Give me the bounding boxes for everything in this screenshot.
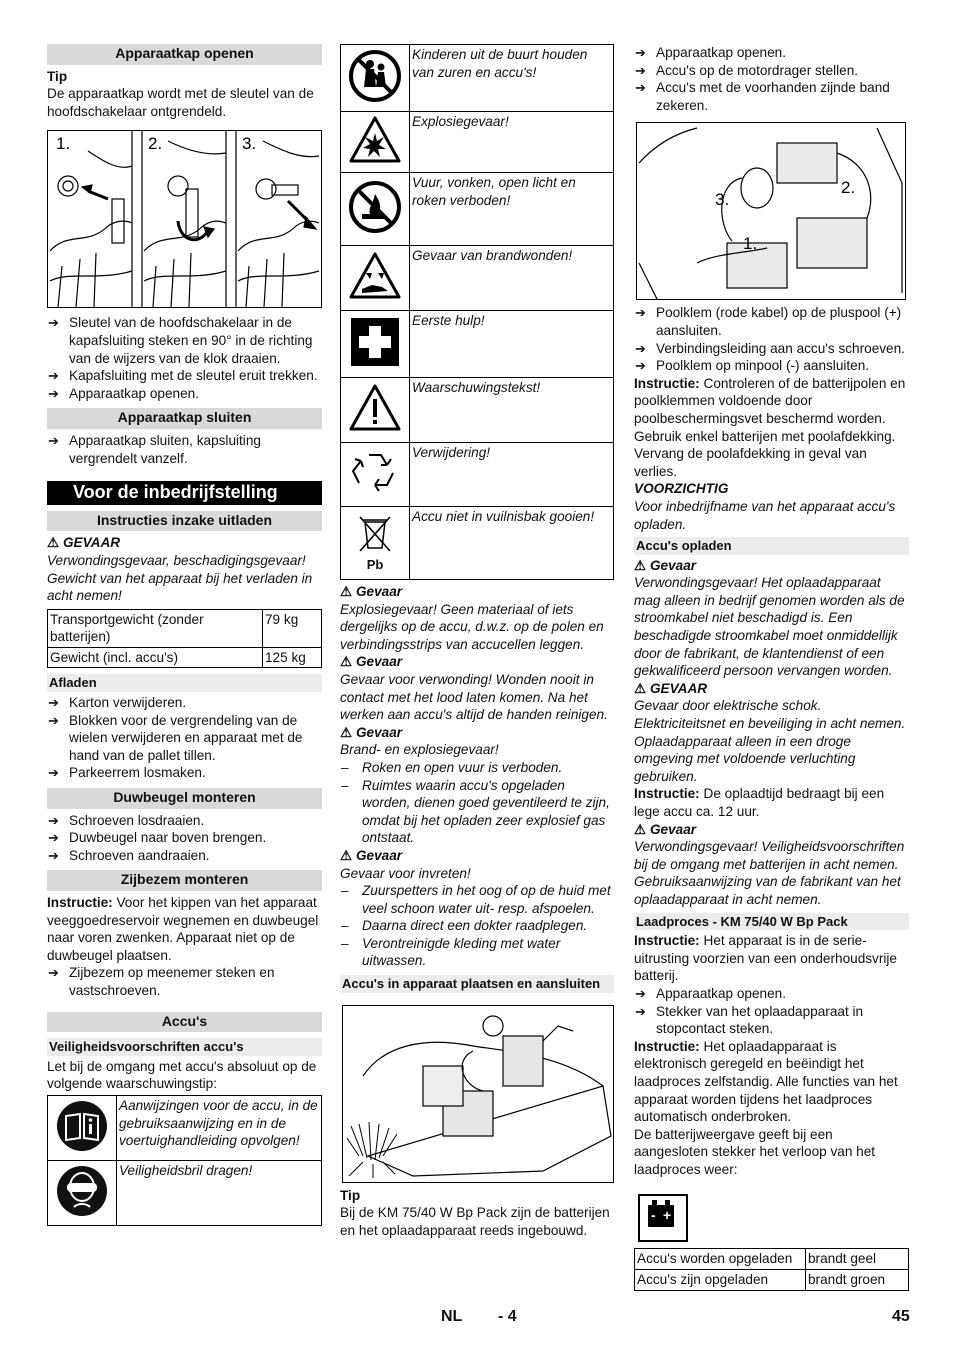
tip-label: Tip <box>47 68 68 84</box>
column-2 <box>340 44 614 1239</box>
tip-text: De apparaatkap wordt met de sleutel van de hoofdschakelaar ontgrendeld. <box>47 86 314 119</box>
step-item: ➔ Apparaatkap openen. <box>48 385 200 401</box>
hood-unlock-illustration <box>48 131 321 307</box>
step-item: ➔ Parkeerrem losmaken. <box>48 765 206 781</box>
heading-accus: Accu's <box>47 1012 322 1033</box>
table-row: Veiligheidsbril dragen! <box>48 1160 322 1225</box>
step-item: ➔ Verbindingsleiding aan accu's schroeven. <box>635 340 905 356</box>
safety-goggles-icon <box>48 1160 117 1225</box>
battery-minus-label: - <box>651 1207 656 1224</box>
danger-label: ⚠ Gevaar <box>340 724 403 740</box>
arrow-right-icon: ➔ <box>635 80 646 96</box>
table-row: Accu's zijn opgeladen brandt groen <box>635 1270 909 1291</box>
danger-text: Verwondingsgevaar! Het oplaadapparaat mag alleen in bedrijf genomen worden als de stroomkabel niet beschadigd is. Een beschadigde stroomkabel moet onmiddellijk door de fabrikant, de klantendienst of een gekwalificeerd persoon vervangen worden. <box>634 575 905 679</box>
heading-apparaatkap-openen: Apparaatkap openen <box>47 44 322 65</box>
charge-status-table <box>634 1248 909 1290</box>
warning-triangle-icon: ⚠ <box>47 535 60 551</box>
instruction-paragraph: Instructie: Het oplaadapparaat is elektronisch geregeld en beëindigt het laadproces zelfstandig. Alle functies van het apparaat worden tijdens het laadproces automatisch onderbroken. <box>634 1038 898 1125</box>
step-item: ➔ Poolklem (rode kabel) op de pluspool (+) aansluiten. <box>635 305 902 338</box>
danger-text: Gewicht van het apparaat bij het verladen in acht nemen! <box>47 570 313 604</box>
heading-laadproces: Laadproces - KM 75/40 W Bp Pack <box>634 913 909 931</box>
arrow-right-icon: ➔ <box>635 358 646 374</box>
danger-label: ⚠ GEVAAR <box>634 680 708 696</box>
table-row: Aanwijzingen voor de accu, in de gebruiksaanwijzing en in de voertuighandleiding opvolgen! <box>48 1095 322 1160</box>
fig-num-3: 3. <box>715 190 730 210</box>
first-aid-icon <box>341 311 410 378</box>
caution-text: Voor inbedrijfname van het apparaat accu's opladen. <box>634 498 896 532</box>
arrow-right-icon: ➔ <box>635 985 646 1001</box>
warning-triangle-icon: ⚠ <box>634 821 647 837</box>
arrow-right-icon: ➔ <box>48 765 59 781</box>
heading-duwbeugel: Duwbeugel monteren <box>47 788 322 809</box>
danger-text: Verwondingsgevaar, beschadigingsgevaar! <box>47 552 306 568</box>
list-item: – Zuurspetters in het oog of op de huid met veel schoon water uit- resp. afspoelen. <box>341 883 611 916</box>
danger-label: ⚠ Gevaar <box>634 821 697 837</box>
step-item: ➔ Accu's met de voorhanden zijnde band zekeren. <box>635 80 890 113</box>
tip-label: Tip <box>340 1187 361 1203</box>
arrow-right-icon: ➔ <box>635 340 646 356</box>
fig-num-1: 1. <box>56 134 71 154</box>
safety-intro-text: Let bij de omgang met accu's absoluut op de volgende waarschuwingstip: <box>47 1058 317 1092</box>
instruction-paragraph: Instructie: Controleren of de batterijpolen en poolklemmen voldoende door poolbeschermingsvet beschermd worden. <box>634 375 906 426</box>
arrow-right-icon: ➔ <box>48 385 59 401</box>
table-row: Vuur, vonken, open licht en roken verboden! <box>341 173 614 246</box>
warning-triangle-icon: ⚠ <box>340 724 353 740</box>
paragraph: De batterijweergave geeft bij een aangesloten stekker het verloop van het laadproces weer: <box>634 1126 876 1177</box>
warning-triangle-icon: ⚠ <box>340 654 353 670</box>
arrow-right-icon: ➔ <box>48 965 59 981</box>
step-item: ➔ Duwbeugel naar boven brengen. <box>48 830 267 846</box>
arrow-right-icon: ➔ <box>48 712 59 728</box>
heading-veiligheidsvoorschriften: Veiligheidsvoorschriften accu's <box>47 1038 322 1056</box>
arrow-right-icon: ➔ <box>48 695 59 711</box>
table-row: Gevaar van brandwonden! <box>341 246 614 311</box>
instruction-paragraph: Instructie: Het apparaat is in de serie-uitrusting voorzien van een onderhoudsvrije batterij. <box>634 933 897 984</box>
battery-wiring-illustration <box>637 123 905 299</box>
heading-instructies-uitladen: Instructies inzake uitladen <box>47 511 322 532</box>
keep-children-away-icon <box>341 45 410 112</box>
fig-num-1: 1. <box>743 234 758 254</box>
warning-exclamation-icon <box>341 378 410 443</box>
arrow-right-icon: ➔ <box>48 368 59 384</box>
caution-label: VOORZICHTIG <box>634 481 729 497</box>
table-row: Waarschuwingstekst! <box>341 378 614 443</box>
table-row: Eerste hulp! <box>341 311 614 378</box>
recycling-icon <box>341 443 410 507</box>
explosion-hazard-icon <box>341 112 410 173</box>
list-item: – Verontreinigde kleding met water uitwassen. <box>341 935 561 969</box>
arrow-right-icon: ➔ <box>48 847 59 863</box>
danger-label: ⚠ Gevaar <box>340 584 403 599</box>
no-open-flame-icon <box>341 173 410 246</box>
heading-accus-opladen: Accu's opladen <box>634 537 909 555</box>
footer-language: NL <box>441 1308 463 1325</box>
danger-label: ⚠ Gevaar <box>340 654 403 670</box>
danger-text: Brand- en explosiegevaar! <box>340 742 499 758</box>
danger-label: ⚠ Gevaar <box>340 847 403 863</box>
warning-triangle-icon: ⚠ <box>634 680 647 696</box>
step-item: ➔ Apparaatkap openen. <box>635 985 787 1001</box>
arrow-right-icon: ➔ <box>635 1003 646 1019</box>
step-item: ➔ Zijbezem op meenemer steken en vastschroeven. <box>48 965 275 998</box>
arrow-right-icon: ➔ <box>48 812 59 828</box>
table-row: Kinderen uit de buurt houden van zuren en accu's! <box>341 45 614 112</box>
step-item: ➔ Karton verwijderen. <box>48 695 187 711</box>
machine-battery-illustration <box>343 1006 613 1182</box>
warning-triangle-icon: ⚠ <box>634 557 647 573</box>
step-item: ➔ Poolklem op minpool (-) aansluiten. <box>635 358 870 374</box>
footer-page-part: - 4 <box>498 1308 517 1325</box>
step-item: ➔ Accu's op de motordrager stellen. <box>635 62 859 78</box>
battery-install-figure <box>342 1005 614 1183</box>
danger-text: Gevaar door elektrische schok. Elektriciteitsnet en beveiliging in acht nemen. Oplaadapparaat alleen in een droge omgeving met voldoende verluchting gebruiken. <box>634 698 906 784</box>
step-item: ➔ Sleutel van de hoofdschakelaar in de kapafsluiting steken en 90° in de richting van de wijzers van de klok draaien. <box>48 315 313 366</box>
arrow-right-icon: ➔ <box>635 305 646 321</box>
weight-table <box>47 609 322 669</box>
instruction-paragraph: Instructie: Voor het kippen van het apparaat veeggoedreservoir wegnemen en duwbeugel naar voren zwenken. Apparaat niet op de duwbeugel plaatsen. <box>47 895 319 963</box>
fig-num-2: 2. <box>841 178 856 198</box>
battery-plus-label: + <box>663 1207 672 1224</box>
list-item: – Daarna direct een dokter raadplegen. <box>341 918 588 934</box>
table-row: Verwijdering! <box>341 443 614 507</box>
tip-text: Bij de KM 75/40 W Bp Pack zijn de batterijen en het oplaadapparaat reeds ingebouwd. <box>340 1205 610 1238</box>
paragraph: Gebruik enkel batterijen met poolafdekking. Vervang de poolafdekking in geval van verlies. <box>634 428 896 479</box>
list-item: – Ruimtes waarin accu's opgeladen worden, dienen goed geventileerd te zijn, omdat bij het opladen zeer explosief gas ontstaat. <box>341 777 610 846</box>
danger-text: Verwondingsgevaar! Veiligheidsvoorschriften bij de omgang met batterijen in acht nemen. Gebruiksaanwijzing van de fabrikant van het oplaadapparaat in acht nemen. <box>634 839 905 907</box>
battery-indicator-icon <box>638 1194 688 1242</box>
step-item: ➔ Apparaatkap openen. <box>635 45 787 60</box>
crossed-bin-pb-icon <box>341 507 410 580</box>
table-row: Pb Accu niet in vuilnisbak gooien! <box>341 507 614 580</box>
heading-accus-plaatsen: Accu's in apparaat plaatsen en aansluiten <box>340 975 614 993</box>
step-item: ➔ Stekker van het oplaadapparaat in stopcontact steken. <box>635 1003 864 1037</box>
instruction-paragraph: Instructie: De oplaadtijd bedraagt bij een lege accu ca. 12 uur. <box>634 786 885 819</box>
hood-unlock-figure <box>47 130 322 308</box>
arrow-right-icon: ➔ <box>48 432 59 448</box>
heading-afladen: Afladen <box>47 674 322 692</box>
chapter-title: Voor de inbedrijfstelling <box>47 481 322 505</box>
pb-label: Pb <box>366 557 384 573</box>
step-item: ➔ Kapafsluiting met de sleutel eruit trekken. <box>48 368 318 384</box>
arrow-right-icon: ➔ <box>635 62 646 78</box>
danger-label: ⚠ GEVAAR <box>47 535 121 551</box>
danger-text: Explosiegevaar! Geen materiaal of iets dergelijks op de accu, d.w.z. op de polen en verbindingsstrips van accucellen leggen. <box>340 601 604 652</box>
danger-text: Gevaar voor invreten! <box>340 865 471 881</box>
heading-zijbezem: Zijbezem monteren <box>47 870 322 891</box>
battery-warning-table <box>340 44 614 580</box>
battery-connection-figure <box>636 122 906 300</box>
footer-page-number: 45 <box>892 1308 910 1325</box>
corrosive-hazard-icon <box>341 246 410 311</box>
column-3 <box>634 44 909 1295</box>
list-item: – Roken en open vuur is verboden. <box>341 759 563 775</box>
step-item: ➔ Blokken voor de vergrendeling van de wielen verwijderen en apparaat met de hand van de pallet tillen. <box>48 712 303 763</box>
manual-info-icon <box>48 1095 117 1160</box>
fig-num-3: 3. <box>242 134 257 154</box>
danger-text: Gevaar voor verwonding! Wonden nooit in contact met het lood laten komen. Na het werken aan accu's altijd de handen reinigen. <box>340 671 608 723</box>
table-row: Transportgewicht (zonder batterijen) 79 kg <box>48 609 322 647</box>
heading-apparaatkap-sluiten: Apparaatkap sluiten <box>47 408 322 429</box>
danger-label: ⚠ Gevaar <box>634 557 697 573</box>
step-item: ➔ Schroeven losdraaien. <box>48 812 205 828</box>
arrow-right-icon: ➔ <box>635 45 646 60</box>
fig-num-2: 2. <box>148 134 163 154</box>
warning-triangle-icon: ⚠ <box>340 584 353 599</box>
battery-symbol-table <box>47 1095 322 1226</box>
step-item: ➔ Schroeven aandraaien. <box>48 847 210 863</box>
arrow-right-icon: ➔ <box>48 830 59 846</box>
arrow-right-icon: ➔ <box>48 315 59 331</box>
warning-triangle-icon: ⚠ <box>340 847 353 863</box>
step-item: ➔ Apparaatkap sluiten, kapsluiting vergrendelt vanzelf. <box>48 432 261 466</box>
column-1 <box>47 44 322 1226</box>
table-row: Explosiegevaar! <box>341 112 614 173</box>
table-row: Gewicht (incl. accu's) 125 kg <box>48 647 322 668</box>
table-row: Accu's worden opgeladen brandt geel <box>635 1249 909 1270</box>
